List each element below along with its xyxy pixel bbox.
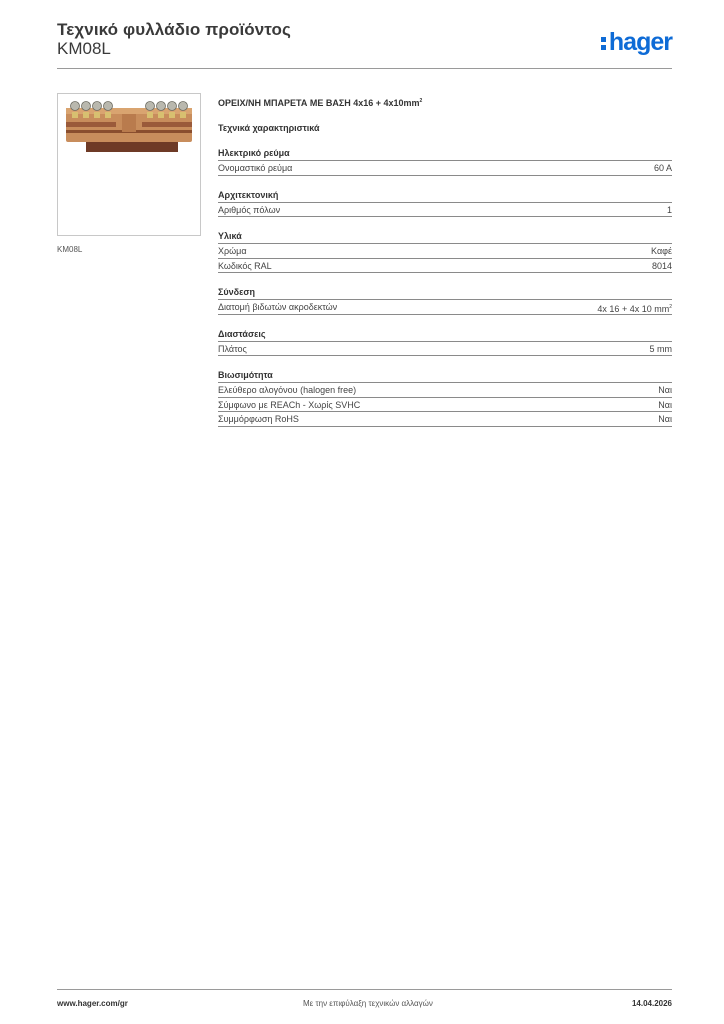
spec-value: Ναι	[658, 385, 672, 395]
footer-website[interactable]: www.hager.com/gr	[57, 999, 128, 1008]
hager-logo	[601, 29, 672, 55]
spec-group-title: Σύνδεση	[218, 285, 672, 300]
spec-value: Ναι	[658, 399, 672, 410]
spec-row	[218, 398, 672, 413]
spec-value-superscript: 2	[669, 304, 672, 310]
spec-label: Σύμφωνο με REACh - Χωρίς SVHC	[218, 399, 361, 410]
spec-value-wrap	[654, 161, 672, 175]
product-name	[218, 94, 672, 108]
footer-divider	[57, 989, 672, 990]
spec-value: 60 A	[653, 163, 672, 173]
spec-label: Κωδικός RAL	[218, 260, 272, 271]
footer-date: 14.04.2026	[631, 999, 672, 1008]
logo-text: hager	[608, 28, 672, 56]
spec-value-wrap	[597, 300, 672, 314]
spec-label: Ονομαστικό ρεύμα	[218, 163, 293, 173]
spec-group-title: Υλικά	[218, 229, 672, 244]
spec-label: Ελεύθερο αλογόνου (halogen free)	[218, 385, 357, 395]
spec-group-title: Αρχιτεκτονική	[218, 188, 672, 203]
spec-value-wrap	[658, 383, 672, 397]
footer-notice: Με την επιφύλαξη τεχνικών αλλαγών	[303, 999, 433, 1008]
spec-value: 5 mm	[649, 343, 672, 354]
spec-group	[218, 188, 672, 218]
spec-group	[218, 146, 672, 176]
spec-row	[218, 412, 672, 427]
product-name-superscript: 2	[419, 98, 423, 104]
spec-value-wrap	[650, 342, 673, 356]
spec-value: 1	[666, 204, 672, 215]
spec-row	[218, 259, 672, 274]
product-code: KM08L	[57, 39, 111, 58]
spec-group	[218, 285, 672, 315]
spec-label: Συμμόρφωση RoHS	[218, 414, 299, 424]
spec-group	[218, 327, 672, 357]
page-footer	[57, 999, 672, 1011]
spec-row	[218, 300, 672, 315]
spec-label: Αριθμός πόλων	[218, 204, 281, 215]
spec-value: 8014	[651, 260, 672, 271]
spec-label: Χρώμα	[218, 246, 247, 256]
spec-value: Ναι	[658, 414, 672, 424]
spec-label: Πλάτος	[218, 343, 247, 354]
product-image	[57, 93, 201, 236]
spec-value-wrap	[651, 244, 672, 258]
spec-value: Καφέ	[651, 246, 672, 256]
spec-group-title: Ηλεκτρικό ρεύμα	[218, 146, 672, 161]
spec-group	[218, 368, 672, 427]
logo-colon-icon	[601, 32, 607, 52]
spec-value-wrap	[658, 412, 672, 426]
section-label: Τεχνικά χαρακτηριστικά	[218, 123, 320, 133]
spec-row	[218, 342, 672, 357]
busbar-image-icon	[58, 94, 200, 235]
specification-panel	[218, 94, 672, 427]
spec-value-wrap	[667, 203, 672, 217]
spec-row	[218, 203, 672, 218]
document-title: Τεχνικό φυλλάδιο προϊόντος	[57, 20, 291, 39]
spec-value-wrap	[658, 398, 672, 412]
spec-label: Διατομή βιδωτών ακροδεκτών	[218, 302, 338, 312]
image-caption: KM08L	[57, 245, 83, 254]
spec-group	[218, 229, 672, 273]
spec-row	[218, 161, 672, 176]
spec-group-title: Βιωσιμότητα	[218, 368, 672, 383]
spec-value-wrap	[652, 259, 672, 273]
spec-group-title: Διαστάσεις	[218, 327, 672, 342]
spec-value: 4x 16 + 4x 10 mm	[597, 304, 670, 314]
spec-groups	[218, 146, 672, 427]
product-name-text: ΟΡΕΙΧ/ΝΗ ΜΠΑΡΕΤΑ ΜΕ ΒΑΣΗ 4x16 + 4x10mm	[218, 98, 420, 108]
spec-row	[218, 244, 672, 259]
header-divider	[57, 68, 672, 69]
spec-row	[218, 383, 672, 398]
page-header	[57, 20, 672, 68]
